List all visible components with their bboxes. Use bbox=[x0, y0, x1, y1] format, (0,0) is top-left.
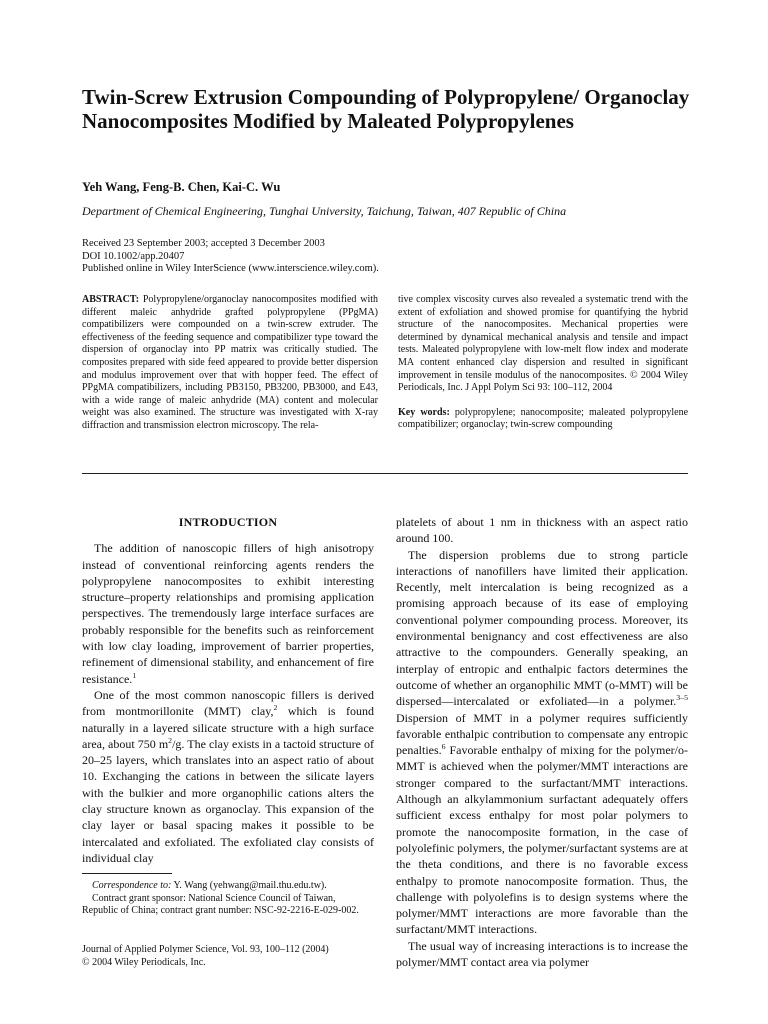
publication-history bbox=[82, 238, 702, 276]
abstract-text-left: Polypropylene/organoclay nanocomposites modified with different maleic anhydride grafted polypropylene (PPgMA) compatibilizers were compounded on a twin-screw extruder. The effectiveness of the feeding sequence and compatibilizer type toward the dispersion of organoclay into PP matrix was critically studied. The composites prepared with side feed appeared to provide better dispersion and modulus improvement over that with hopper feed. The effect of PPgMA compatibilizers, including PB3150, PB3200, PB3000, and E43, with a wide range of maleic anhydride (MA) content and molecular weight was also examined. The structure was investigated with X-ray diffraction and transmission electron microscopy. The rela- bbox=[82, 294, 378, 431]
paper-title: Twin-Screw Extrusion Compounding of Polypropylene/ Organoclay Nanocomposites Modified by Maleated Polypropylenes bbox=[82, 85, 690, 133]
citation: 3–5 bbox=[676, 693, 688, 703]
published-online: Published online in Wiley InterScience (www.interscience.wiley.com). bbox=[82, 263, 379, 275]
abstract-text-right: tive complex viscosity curves also revealed a systematic trend with the extent of exfoliation and showed promise for quantifying the hybrid structure of the nanocomposites. Mechanical properties were determined by dynamical mechanical analysis and tensile and impact tests. Maleated polypropylene with low-melt flow index and moderate MA content enhanced clay dispersion and resulted in significant improvement in tensile modulus of the nanocomposites. © 2004 Wiley Periodicals, Inc. J Appl Polym Sci 93: 100–112, 2004 bbox=[398, 294, 688, 394]
footnotes bbox=[82, 880, 374, 918]
body-column-right bbox=[396, 514, 688, 970]
affiliation: Department of Chemical Engineering, Tunghai University, Taichung, Taiwan, 407 Republic of China bbox=[82, 204, 567, 218]
superscript: 2 bbox=[168, 735, 173, 745]
paragraph: One of the most common nanoscopic fillers is derived from montmorillonite (MMT) clay,$^2$ which is found naturally in a layered silicate structure with a high surface area, about 750 $m^2/g$. The clay exists in a tactoid structure of 20–25 layers, which translates into an aspect ratio of about 10. Exchanging the cations in between the silicate layers with the bulkier and more organophilic cations alters the clay structure known as organoclay. This expansion of the clay layer or basal spacing makes it possible to be intercalated and exfoliated. The exfoliated clay consists of individual clay bbox=[82, 687, 374, 865]
abstract-left bbox=[82, 294, 378, 433]
abstract-label: ABSTRACT: bbox=[82, 294, 140, 305]
grant-info: Contract grant sponsor: National Science Council of Taiwan, Republic of China; contract grant number: NSC-92-2216-E-029-002. bbox=[82, 892, 359, 917]
section-heading: INTRODUCTION bbox=[178, 515, 278, 529]
author-list: Yeh Wang, Feng-B. Chen, Kai-C. Wu bbox=[82, 180, 281, 194]
copyright: © 2004 Wiley Periodicals, Inc. bbox=[82, 956, 206, 968]
footnote-divider bbox=[82, 873, 172, 874]
citation: 6 bbox=[441, 742, 446, 752]
paragraph: The usual way of increasing interactions is to increase the polymer/MMT contact area via polymer bbox=[396, 938, 688, 970]
paragraph: The dispersion problems due to strong particle interactions of nanofillers have limited their application. Recently, melt intercalation is being recognized as a promising approach because of its ease of employing conventional polymer compounding process. Moreover, its environmental benignancy and cost effectiveness are also attractive to the compounders. Generally speaking, an interplay of entropic and enthalpic factors determines the outcome of whether an organophilic MMT (o-MMT) will be dispersed—intercalated or exfoliated—in a polymer.$^{3-5}$ Dispersion of MMT in a polymer requires sufficiently favorable enthalpic contribution to compensate any entropic penalties.$^6$ Favorable enthalpy of mixing for the polymer/o-MMT is achieved when the polymer/MMT interactions are stronger compared to the surfactant/MMT interactions. Although an alkylammonium surfactant adequately offers sufficient excess enthalpy for most polar polymers to promote the nanocomposite formation, in the case of polyolefinic polymers, the polymer/surfactant systems are at the theta conditions, and there is no favorable excess enthalpy to promote nanocomposite formation. Thus, the challenge with polyolefins is to design systems where the polymer/MMT interactions are more favorable than the surfactant/MMT interactions. bbox=[396, 547, 688, 937]
body-column-left bbox=[82, 514, 374, 866]
journal-info bbox=[82, 944, 374, 969]
received-date: Received 23 September 2003; accepted 3 December 2003 bbox=[82, 238, 325, 249]
abstract-right bbox=[398, 294, 688, 432]
citation: 2 bbox=[273, 703, 278, 713]
correspondence: Correspondence to: Y. Wang (yehwang@mail.thu.edu.tw). bbox=[92, 880, 327, 891]
keywords-text: polypropylene; nanocomposite; maleated polypropylene compatibilizer; organoclay; twin-screw compounding bbox=[398, 406, 689, 431]
citation: 1 bbox=[132, 670, 137, 680]
journal-citation: Journal of Applied Polymer Science, Vol. 93, 100–112 (2004) bbox=[82, 944, 329, 955]
paragraph: platelets of about 1 nm in thickness with an aspect ratio around 100. bbox=[396, 515, 688, 546]
keywords bbox=[398, 407, 688, 432]
keywords-label: Key words: bbox=[398, 406, 450, 418]
doi: DOI 10.1002/app.20407 bbox=[82, 250, 185, 262]
paragraph: The addition of nanoscopic fillers of high anisotropy instead of conventional reinforcing agents renders the polypropylene nanocomposites to exhibit interesting structure–property relationships and promising application perspectives. The tremendously large interface surfaces are probably responsible for the benefits such as reinforcement with low clay loading, improvement of barrier properties, refinement of dimensional stability, and enhancement of fire resistance.$^1$ bbox=[82, 541, 374, 686]
section-divider bbox=[82, 473, 688, 474]
